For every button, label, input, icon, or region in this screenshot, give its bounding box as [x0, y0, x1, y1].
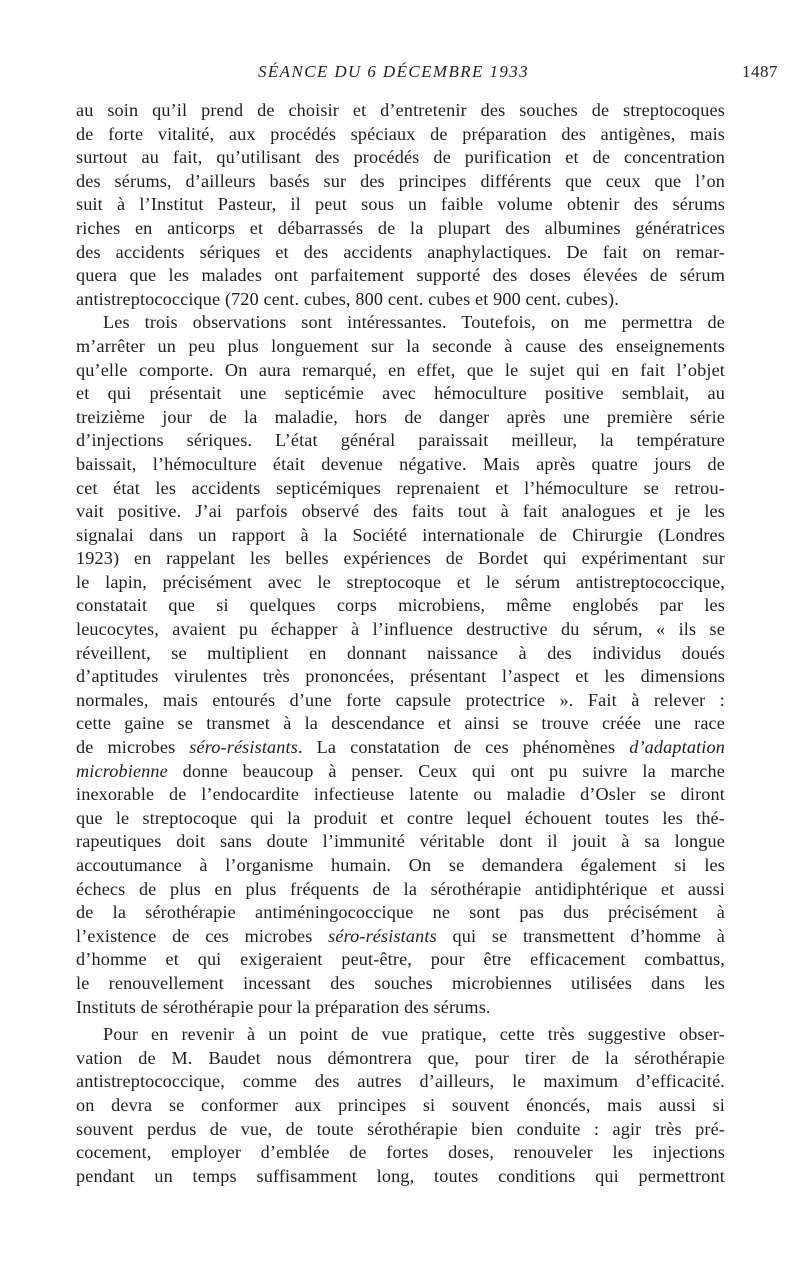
text-line: de forte vitalité, aux procédés spéciaux de préparation des antigènes, mais [76, 123, 725, 144]
text-line: souvent perdus de vue, de toute sérothérapie bien conduite : agir très pré- [76, 1118, 725, 1139]
text-line: cet état les accidents septicémiques reprenaient et l’hémoculture se retrou- [76, 477, 725, 498]
text-line: signalai dans un rapport à la Société internationale de Chirurgie (Londres [76, 524, 725, 545]
text-run: . La constatation de ces phénomènes [297, 737, 630, 758]
text-line: des accidents sériques et des accidents anaphylactiques. De fait on remar- [76, 241, 725, 262]
text-line: antistreptococcique, comme des autres d’ailleurs, le maximum d’efficacité. [76, 1071, 725, 1092]
text-line [76, 736, 725, 760]
paragraph-2 [76, 311, 725, 1019]
text-line: vation de M. Baudet nous démontrera que, pour tirer de la sérothérapie [76, 1047, 725, 1068]
text-line: réveillent, se multiplient en donnant naissance à des individus doués [76, 642, 725, 663]
text-line: baissait, l’hémoculture était devenue négative. Mais après quatre jours de [76, 453, 725, 474]
text-line: antistreptococcique (720 cent. cubes, 800 cent. cubes et 900 cent. cubes). [76, 288, 619, 309]
text-line: échecs de plus en plus fréquents de la sérothérapie antidiphtérique et aussi [76, 878, 725, 899]
text-line: rapeutiques doit sans doute l’immunité véritable dont il jouit à sa longue [76, 831, 725, 852]
running-title: SÉANCE DU 6 DÉCEMBRE 1933 [258, 62, 530, 81]
text-line: d’homme et qui exigeraient peut-être, pour être efficacement combattus, [76, 949, 725, 970]
text-run: donne beaucoup à penser. Ceux qui ont pu suivre la marche [167, 760, 725, 781]
text-line: surtout au fait, qu’utilisant des procédés de purification et de concentration [76, 147, 725, 168]
text-line: normales, mais entourés d’une forte capsule protectrice ». Fait à relever : [76, 689, 725, 710]
text-line: de la sérothérapie antiméningococcique ne sont pas dus précisément à [76, 902, 725, 923]
page-number: 1487 [742, 62, 778, 81]
text-line: pendant un temps suffisamment long, toutes conditions qui permettront [76, 1165, 725, 1186]
text-line: riches en anticorps et débarrassés de la plupart des albumines génératrices [76, 217, 725, 238]
text-line: Les trois observations sont intéressantes. Toutefois, on me permettra de [103, 312, 725, 333]
text-line: on devra se conformer aux principes si souvent énoncés, mais aussi si [76, 1094, 725, 1115]
text-line: Pour en revenir à un point de vue pratique, cette très suggestive obser- [103, 1024, 725, 1045]
text-run: qui se transmettent d’homme à [436, 925, 725, 946]
text-run: l’existence de ces microbes [76, 925, 329, 946]
text-line: suit à l’Institut Pasteur, il peut sous un faible volume obtenir des sérums [76, 194, 725, 215]
text-line: le renouvellement incessant des souches microbiennes utilisées dans les [76, 972, 725, 993]
text-line: vait positive. J’ai parfois observé des faits tout à fait analogues et je les [76, 501, 725, 522]
text-line: Instituts de sérothérapie pour la préparation des sérums. [76, 996, 491, 1017]
text-line: au soin qu’il prend de choisir et d’entretenir des souches de streptocoques [76, 100, 725, 120]
text-line: des sérums, d’ailleurs basés sur des principes différents que ceux que l’on [76, 170, 725, 191]
text-line: d’injections sériques. L’état général paraissait meilleur, la température [76, 430, 725, 451]
text-line: d’aptitudes virulentes très prononcées, présentant l’aspect et les dimensions [76, 666, 725, 687]
text-line: cocement, employer d’emblée de fortes doses, renouveler les injections [76, 1142, 725, 1163]
italic-term: séro-résistants [328, 925, 437, 946]
text-line: inexorable de l’endocardite infectieuse latente ou maladie d’Osler se diront [76, 784, 725, 805]
body-text [76, 99, 725, 1188]
italic-term: séro-résistants [189, 737, 298, 758]
italic-term: microbienne [76, 760, 168, 781]
text-line: constatait que si quelques corps microbiens, même englobés par les [76, 595, 725, 616]
text-line: et qui présentait une septicémie avec hémoculture positive semblait, au [76, 383, 725, 404]
text-line: cette gaine se transmet à la descendance et ainsi se trouve créée une race [76, 713, 725, 734]
text-line [76, 760, 725, 784]
text-line: leucocytes, avaient pu échapper à l’influence destructive du sérum, « ils se [76, 619, 725, 640]
text-line: treizième jour de la maladie, hors de danger après une première série [76, 406, 725, 427]
text-line: 1923) en rappelant les belles expériences de Bordet qui expérimentant sur [76, 548, 725, 569]
paragraph-1 [76, 99, 725, 311]
text-line: qu’elle comporte. On aura remarqué, en effet, que le sujet qui en fait l’objet [76, 359, 725, 380]
paragraph-3 [76, 1023, 725, 1188]
text-line [76, 925, 725, 949]
text-line: le lapin, précisément avec le streptocoque et le sérum antistreptococcique, [76, 571, 725, 592]
text-line: m’arrêter un peu plus longuement sur la seconde à cause des enseignements [76, 335, 725, 356]
text-line: quera que les malades ont parfaitement supporté des doses élevées de sérum [76, 265, 725, 286]
text-run: de microbes [76, 737, 190, 758]
text-line: que le streptocoque qui la produit et contre lequel échouent toutes les thé- [76, 807, 725, 828]
text-line: accoutumance à l’organisme humain. On se demandera également si les [76, 855, 725, 875]
italic-term: d’adaptation [629, 737, 725, 758]
